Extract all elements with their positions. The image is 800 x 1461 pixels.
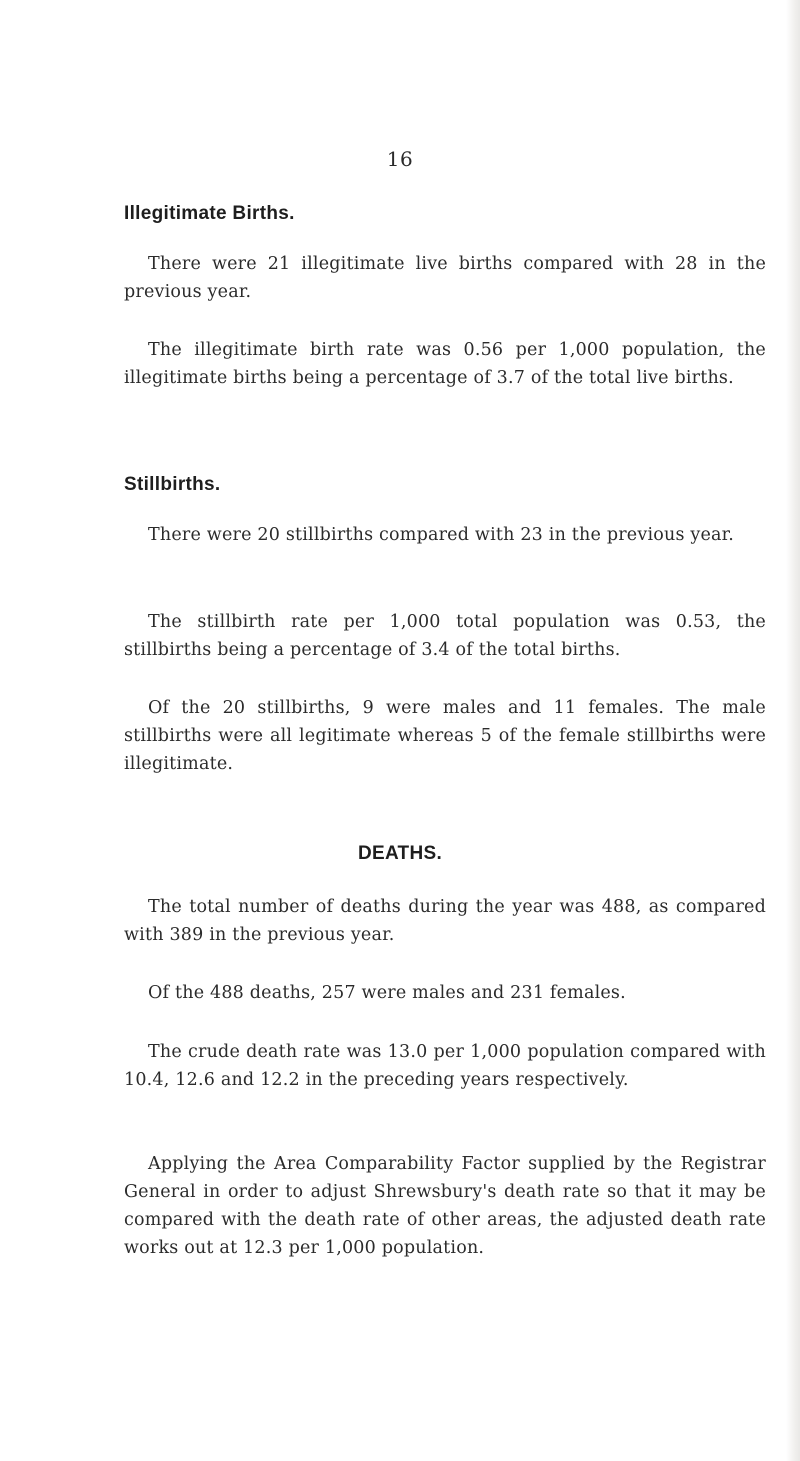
heading-deaths: DEATHS. [357, 843, 443, 864]
paragraph-illegitimate-births-count: There were 21 illegitimate live births compared with 28 in the previous year. [124, 254, 766, 302]
heading-illegitimate-births: Illegitimate Births. [124, 203, 295, 224]
paragraph-total-deaths: The total number of deaths during the year was 488, as compared with 389 in the previous year. [124, 897, 766, 945]
paragraph-stillbirths-count: There were 20 stillbirths compared with 23 in the previous year. [148, 525, 735, 545]
paragraph-deaths-by-sex: Of the 488 deaths, 257 were males and 231 females. [148, 983, 626, 1003]
paragraph-stillbirth-rate: The stillbirth rate per 1,000 total population was 0.53, the stillbirths being a percentage of 3.4 of the total births. [124, 612, 766, 660]
paragraph-crude-death-rate: The crude death rate was 13.0 per 1,000 population compared with 10.4, 12.6 and 12.2 in the preceding years respectively. [124, 1042, 766, 1090]
paragraph-adjusted-death-rate: Applying the Area Comparability Factor supplied by the Registrar General in order to adjust Shrewsbury's death rate so that it may be compared with the death rate of other areas, the adjusted death rate works out at 12.3 per 1,000 population. [124, 1154, 766, 1258]
page-number: 16 [386, 147, 414, 171]
page-edge-shadow [786, 0, 800, 1461]
heading-stillbirths: Stillbirths. [124, 474, 221, 495]
paragraph-stillbirths-breakdown: Of the 20 stillbirths, 9 were males and 11 females. The male stillbirths were all legitimate whereas 5 of the female stillbirths were illegitimate. [124, 698, 766, 774]
paragraph-illegitimate-birth-rate: The illegitimate birth rate was 0.56 per 1,000 population, the illegitimate births being a percentage of 3.7 of the total live births. [124, 340, 766, 388]
